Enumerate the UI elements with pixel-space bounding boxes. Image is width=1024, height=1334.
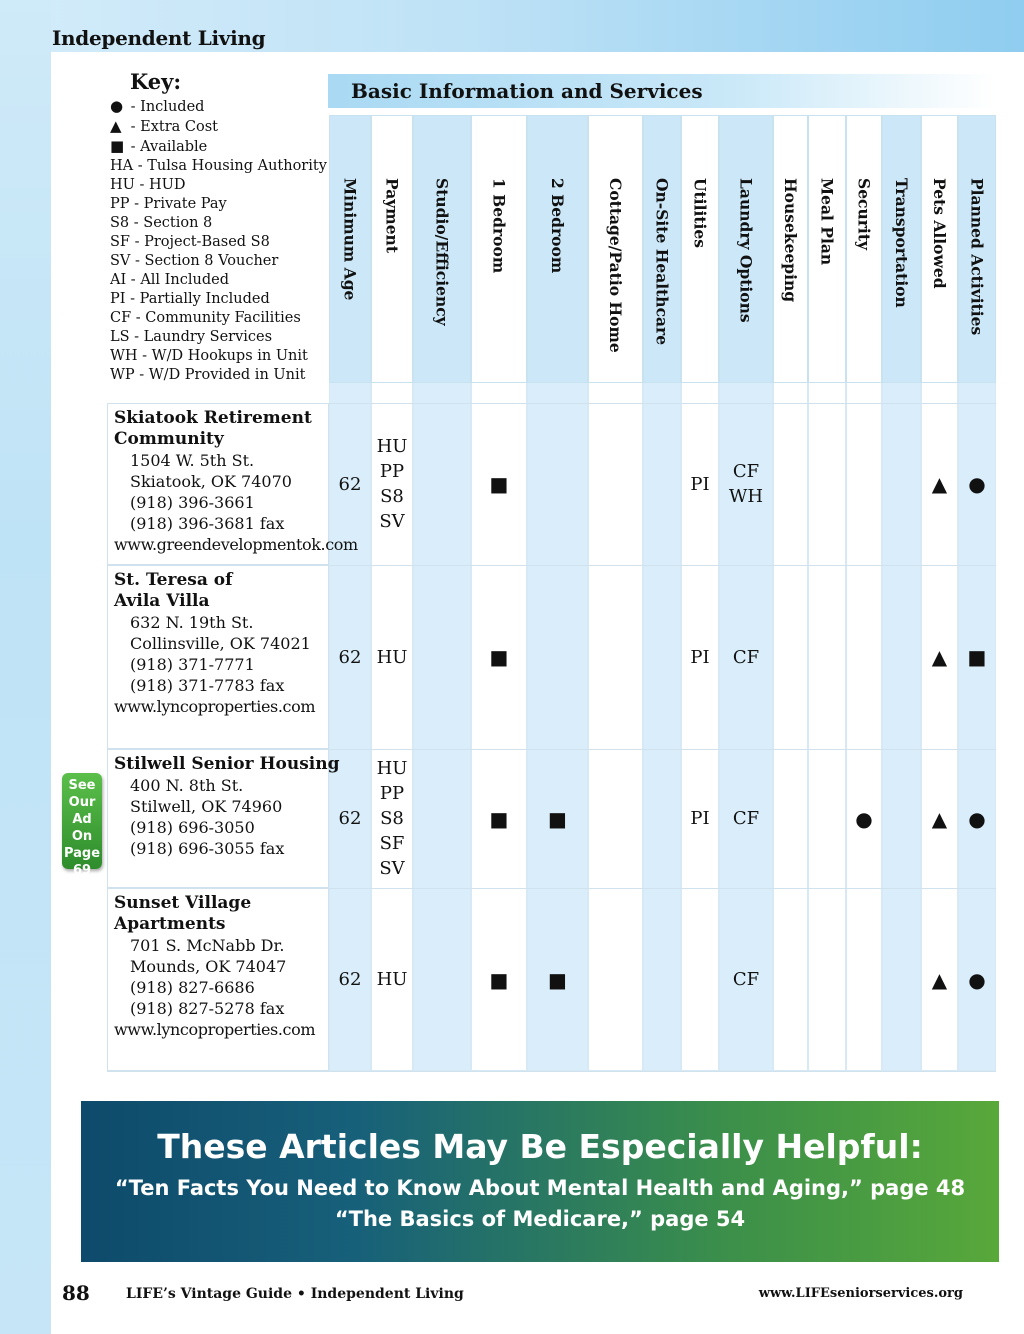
listing-name: Sunset Village: [114, 893, 252, 913]
payment-cell: [371, 645, 413, 670]
min-age-cell: [329, 806, 371, 831]
one-bedroom-mark: ■: [489, 967, 509, 992]
key-title: Key:: [130, 69, 182, 94]
activities-mark: ●: [968, 472, 986, 496]
listing-address-line: (918) 396-3661: [130, 493, 255, 512]
laundry-cell: [719, 459, 773, 509]
key-symbol-icon: ▲: [110, 117, 122, 135]
activities-mark: ●: [968, 967, 986, 992]
payment-cell-value: SF: [379, 833, 405, 854]
payment-cell-value: S8: [380, 808, 404, 829]
row-divider: [107, 749, 996, 750]
column-header-label: On-Site Healthcare: [652, 178, 672, 346]
ad-badge[interactable]: [62, 773, 102, 878]
payment-cell: [371, 967, 413, 992]
payment-cell-value: HU: [376, 758, 408, 779]
listing-address-line: Mounds, OK 74047: [130, 957, 287, 976]
payment-cell: [371, 756, 413, 881]
column-header-label: Pets Allowed: [930, 178, 949, 289]
column-header-label: Studio/Efficiency: [432, 178, 452, 326]
min-age-cell-value: 62: [338, 808, 362, 829]
listing-details: [114, 570, 315, 717]
one-bedroom-mark: ■: [489, 472, 509, 496]
listing-address-line: Skiatook, OK 74070: [130, 472, 292, 491]
column-header-label: Transportation: [892, 178, 911, 308]
section-title: Independent Living: [52, 26, 266, 50]
column-header: [719, 115, 773, 383]
min-age-cell: [329, 645, 371, 670]
utilities-cell: [681, 806, 719, 831]
footer-website: www.LIFEseniorservices.org: [758, 1286, 963, 1301]
page-number: 88: [62, 1281, 90, 1305]
listing-details: [114, 408, 358, 555]
banner-line-1: “Ten Facts You Need to Know About Mental Health and Aging,” page 48: [114, 1176, 966, 1200]
ad-badge-line: Ad On: [71, 812, 93, 844]
table-title-band: [328, 74, 996, 108]
key-item-text: - Included: [126, 99, 205, 115]
key-item: [110, 117, 327, 137]
key-item-text: HU - HUD: [110, 177, 186, 193]
column-header: [588, 115, 643, 383]
listing-address-line: 1504 W. 5th St.: [130, 451, 255, 470]
payment-cell-value: SV: [379, 511, 405, 532]
payment-cell-value: S8: [380, 486, 404, 507]
column-header-label: Housekeeping: [781, 178, 800, 303]
key-item-text: - Available: [126, 139, 208, 155]
column-header: [471, 115, 527, 383]
laundry-cell: [719, 806, 773, 831]
key-item: [110, 271, 327, 290]
listing-address-line: Stilwell, OK 74960: [130, 797, 283, 816]
key-symbol-icon: ●: [110, 97, 124, 115]
column-header: [371, 115, 413, 383]
listing-address-line: Collinsville, OK 74021: [130, 634, 311, 653]
listing-address-line: (918) 827-5278 fax: [130, 999, 285, 1018]
key-legend: [110, 69, 327, 385]
listing-name: Skiatook Retirement: [114, 408, 312, 428]
column-header-label: Minimum Age: [340, 178, 360, 301]
key-item-text: HA - Tulsa Housing Authority: [110, 158, 327, 174]
listing-address-line: (918) 371-7783 fax: [130, 676, 285, 695]
key-item: [110, 137, 327, 157]
column-header-label: Utilities: [690, 178, 710, 248]
listing-website[interactable]: www.greendevelopmentok.com: [114, 535, 358, 554]
listing-address-line: 632 N. 19th St.: [130, 613, 254, 632]
key-item: [110, 309, 327, 328]
key-item-text: WP - W/D Provided in Unit: [110, 367, 306, 383]
column-header: [846, 115, 882, 383]
listing-website[interactable]: www.lyncoproperties.com: [114, 1020, 316, 1039]
key-item-text: SF - Project-Based S8: [110, 234, 270, 250]
pets-mark: ▲: [931, 472, 948, 496]
column-header: [882, 115, 921, 383]
one-bedroom-mark: ■: [489, 645, 509, 669]
activities-mark: ●: [968, 806, 986, 831]
pets-mark: ▲: [931, 645, 948, 669]
banner-line-2: “The Basics of Medicare,” page 54: [334, 1207, 746, 1231]
utilities-cell: [681, 472, 719, 497]
listing-website[interactable]: www.lyncoproperties.com: [114, 697, 316, 716]
key-item-text: SV - Section 8 Voucher: [110, 253, 279, 269]
banner-heading: These Articles May Be Especially Helpful:: [157, 1127, 923, 1166]
key-item-text: WH - W/D Hookups in Unit: [110, 348, 308, 364]
key-item: [110, 97, 327, 117]
key-item-text: S8 - Section 8: [110, 215, 213, 231]
ad-badge-line: Page: [63, 846, 101, 861]
listing-address-line: (918) 396-3681 fax: [130, 514, 285, 533]
column-header: [329, 115, 371, 383]
key-item: [110, 176, 327, 195]
min-age-cell-value: 62: [338, 969, 362, 990]
key-item: [110, 195, 327, 214]
utilities-cell-value: PI: [690, 808, 710, 829]
ad-badge-line: 69: [72, 863, 92, 878]
column-header-label: Meal Plan: [817, 178, 837, 266]
row-divider: [107, 565, 996, 566]
listing-address-line: (918) 696-3050: [130, 818, 255, 837]
payment-cell-value: HU: [376, 969, 408, 990]
key-item-text: PP - Private Pay: [110, 196, 227, 212]
key-item: [110, 366, 327, 385]
key-item: [110, 233, 327, 252]
key-item: [110, 214, 327, 233]
payment-cell-value: HU: [376, 646, 408, 668]
one-bedroom-mark: ■: [489, 806, 509, 831]
key-item-text: CF - Community Facilities: [110, 310, 301, 326]
key-item-text: - Extra Cost: [126, 119, 218, 135]
column-header: [681, 115, 719, 383]
listing-name: St. Teresa of: [114, 570, 233, 590]
payment-cell-value: PP: [379, 783, 405, 804]
min-age-cell-value: 62: [338, 646, 362, 668]
column-header-label: Laundry Options: [736, 178, 756, 323]
listing-details: [114, 893, 315, 1040]
key-item: [110, 347, 327, 366]
key-item-text: PI - Partially Included: [110, 291, 270, 307]
utilities-cell: [681, 645, 719, 670]
utilities-cell-value: PI: [690, 646, 710, 668]
min-age-cell-value: 62: [338, 473, 362, 495]
key-item: [110, 157, 327, 176]
payment-cell-value: SV: [379, 858, 405, 879]
laundry-cell: [719, 967, 773, 992]
column-header-label: Security: [854, 178, 874, 250]
laundry-cell-value: CF: [732, 461, 760, 482]
laundry-cell-value: CF: [732, 646, 760, 668]
listing-name: Apartments: [114, 914, 226, 934]
listing-address-line: 400 N. 8th St.: [130, 776, 244, 795]
listing-address-line: (918) 371-7771: [130, 655, 255, 674]
security-mark: ●: [855, 806, 873, 831]
min-age-cell: [329, 967, 371, 992]
pets-mark: ▲: [931, 967, 948, 992]
column-header-label: Cottage/Patio Home: [606, 178, 625, 353]
listing-address-line: 701 S. McNabb Dr.: [130, 936, 285, 955]
column-header: [643, 115, 681, 383]
row-divider: [107, 888, 996, 889]
column-header-label: 1 Bedroom: [489, 178, 509, 274]
two-bedroom-mark: ■: [548, 806, 567, 831]
articles-banner: [81, 1101, 999, 1262]
key-item: [110, 328, 327, 347]
column-header: [921, 115, 958, 383]
ad-badge-line: See: [68, 778, 96, 793]
footer-guide-title: LIFE’s Vintage Guide • Independent Living: [126, 1286, 464, 1302]
column-header: [413, 115, 471, 383]
listing-name: Community: [114, 429, 224, 449]
key-item-text: LS - Laundry Services: [110, 329, 273, 345]
table-title: Basic Information and Services: [351, 79, 703, 103]
ad-badge-line: Our: [68, 795, 96, 810]
laundry-cell: [719, 645, 773, 670]
two-bedroom-mark: ■: [548, 967, 567, 992]
payment-cell-value: HU: [376, 436, 408, 457]
column-header: [527, 115, 588, 383]
listing-details: [114, 754, 340, 859]
left-band: [0, 0, 51, 1334]
laundry-cell-value: WH: [728, 486, 764, 507]
listing-address-line: (918) 696-3055 fax: [130, 839, 285, 858]
key-item: [110, 290, 327, 309]
column-header: [958, 115, 996, 383]
utilities-cell-value: PI: [690, 473, 710, 495]
laundry-cell-value: CF: [732, 808, 760, 829]
row-divider: [107, 1071, 996, 1072]
payment-cell-value: PP: [379, 461, 405, 482]
column-header: [773, 115, 808, 383]
column-header-label: 2 Bedroom: [548, 178, 567, 274]
key-symbol-icon: ■: [110, 137, 125, 155]
key-item: [110, 252, 327, 271]
listing-address-line: (918) 827-6686: [130, 978, 255, 997]
payment-cell: [371, 434, 413, 534]
min-age-cell: [329, 472, 371, 497]
column-header-label: Planned Activities: [967, 178, 987, 336]
listing-name: Stilwell Senior Housing: [114, 754, 340, 774]
listing-name: Avila Villa: [114, 591, 210, 611]
activities-mark: ■: [967, 645, 987, 669]
row-divider: [107, 403, 996, 404]
column-header: [808, 115, 846, 383]
column-header-label: Payment: [382, 178, 402, 253]
pets-mark: ▲: [931, 806, 948, 831]
key-item-text: AI - All Included: [110, 272, 229, 288]
laundry-cell-value: CF: [732, 969, 760, 990]
